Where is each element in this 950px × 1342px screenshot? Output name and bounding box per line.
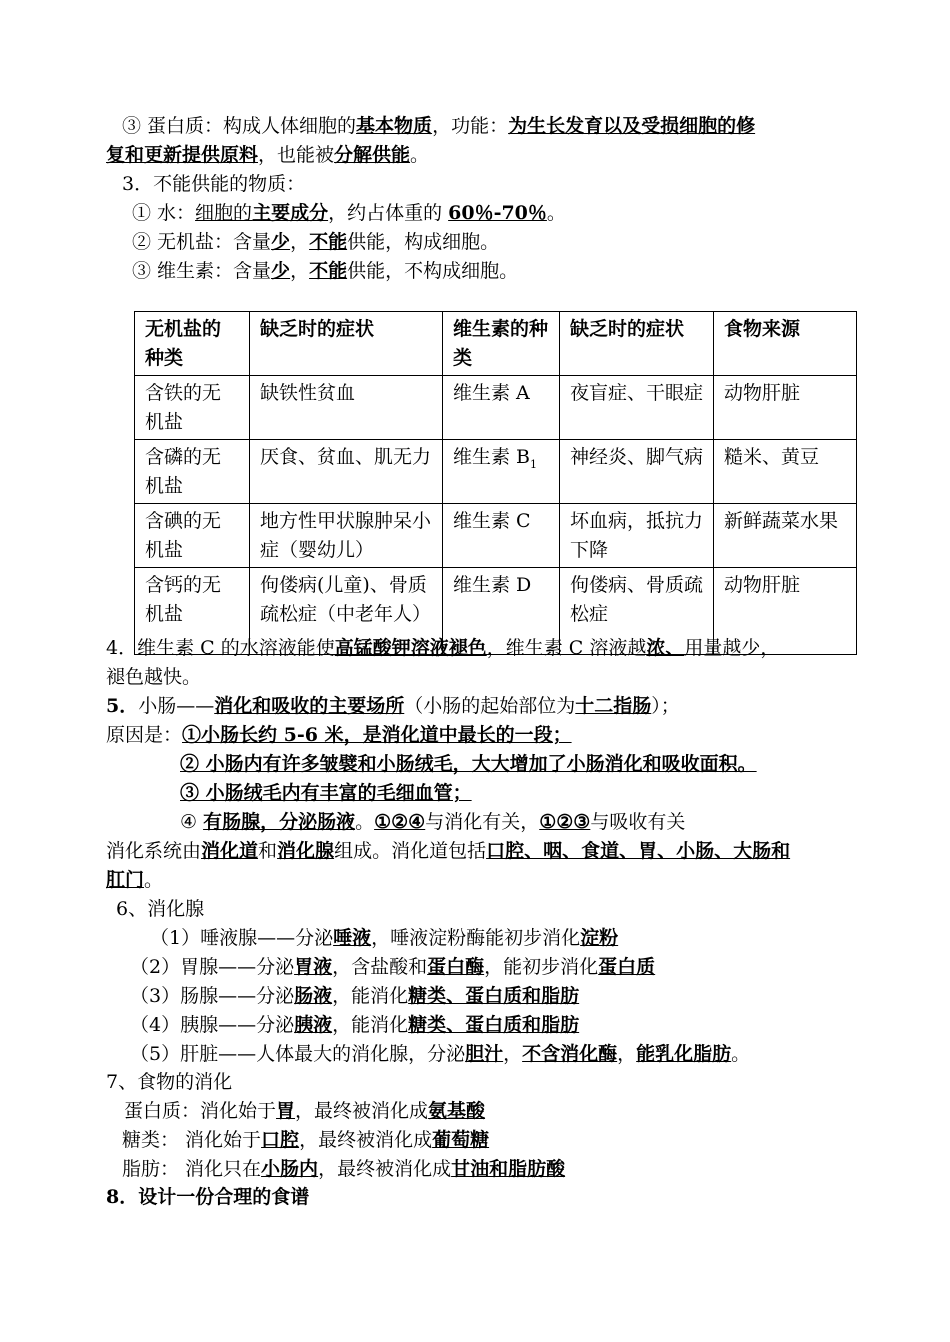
emphasis: 胆汁: [465, 1043, 504, 1065]
emphasis: ①②④: [374, 811, 426, 833]
text: ，能消化: [332, 985, 409, 1007]
emphasis: 为生长发育以及受损细胞的修: [508, 115, 756, 137]
emphasis: 氨基酸: [428, 1100, 486, 1122]
emphasis: ③ 小肠绒毛内有丰富的毛细血管；: [180, 782, 472, 804]
table-cell: 维生素 D: [443, 568, 560, 655]
emphasis: 消化腺: [277, 840, 335, 862]
text: ，含盐酸和: [332, 956, 428, 978]
text: 供能，不构成细胞。: [347, 260, 519, 282]
text: 脂肪： 消化只在: [122, 1158, 262, 1180]
emphasis: ①②③: [539, 811, 591, 833]
text: ）；: [651, 695, 680, 717]
emphasis: 消化和吸收的主要场所: [214, 695, 405, 717]
water-line: [132, 199, 566, 228]
mineral-line: [132, 228, 499, 257]
emphasis: 糖类、蛋白质和脂肪: [408, 985, 580, 1007]
table-cell: 动物肝脏: [714, 376, 857, 440]
emphasis: 胃液: [294, 956, 333, 978]
emphasis: 蛋白酶: [427, 956, 485, 978]
emphasis: 主要成分: [252, 202, 329, 224]
text: 4．维生素 C 的水溶液能使: [106, 637, 335, 659]
text: 组成。消化道包括: [334, 840, 487, 862]
text: 。: [355, 811, 375, 833]
text: ③ 维生素：含量: [132, 260, 272, 282]
table-header-cell: 维生素的种类: [443, 312, 560, 376]
text: ，唾液淀粉酶能初步消化: [371, 927, 581, 949]
text: ，: [290, 260, 310, 282]
emphasis: 不含消化酶: [522, 1043, 618, 1065]
digestive-system-line-1: [106, 837, 790, 866]
emphasis: 葡萄糖: [432, 1129, 490, 1151]
text: 消化系统由: [106, 840, 202, 862]
emphasis: 分解供能: [334, 144, 411, 166]
emphasis: 蛋白质: [598, 956, 656, 978]
text: ② 无机盐：含量: [132, 231, 272, 253]
emphasis: 复和更新提供原料: [106, 144, 259, 166]
text: 。: [410, 144, 430, 166]
table-row: [135, 440, 857, 504]
table-row: [135, 504, 857, 568]
table-cell: 含铁的无机盐: [135, 376, 250, 440]
text: ，也能被: [258, 144, 335, 166]
protein-line-1: [122, 112, 755, 141]
emphasis: 60％-70％: [448, 202, 547, 224]
table-header-row: [135, 312, 857, 376]
reason-line-1: [106, 721, 572, 750]
emphasis: 糖类、蛋白质和脂肪: [408, 1014, 580, 1036]
gland-line-4: [130, 1011, 579, 1040]
text: （5）肝脏——人体最大的消化腺，分泌: [130, 1043, 466, 1065]
section-4-line-1: [106, 634, 779, 663]
emphasis: 基本物质: [356, 115, 433, 137]
text: （小肠的起始部位为: [404, 695, 576, 717]
text: 。: [546, 202, 566, 224]
text: ，功能：: [432, 115, 509, 137]
emphasis: 唾液: [333, 927, 372, 949]
table-cell: 新鲜蔬菜水果: [714, 504, 857, 568]
text: ，约占体重的: [328, 202, 449, 224]
table-header-cell: 缺乏时的症状: [560, 312, 714, 376]
emphasis: ② 小肠内有许多皱襞和小肠绒毛，大大增加了小肠消化和吸收面积。: [180, 753, 757, 775]
table-cell: [443, 440, 560, 504]
emphasis: 口腔、咽、食道、胃、小肠、大肠和: [486, 840, 791, 862]
text: 与消化有关，: [425, 811, 540, 833]
table-cell: 坏血病，抵抗力下降: [560, 504, 714, 568]
text: ，最终被消化成: [299, 1129, 433, 1151]
section-5-title: [106, 692, 680, 721]
digestion-carb-line: [122, 1126, 489, 1155]
table-cell: 神经炎、脚气病: [560, 440, 714, 504]
text: ，: [290, 231, 310, 253]
digestive-system-line-2: [106, 866, 163, 895]
gland-line-1: [150, 924, 618, 953]
table-cell: 缺铁性贫血: [250, 376, 443, 440]
section-number: 5．: [106, 695, 139, 717]
gland-line-5: [130, 1040, 750, 1069]
table-cell: 地方性甲状腺肿呆小症（婴幼儿）: [250, 504, 443, 568]
text: 。: [731, 1043, 751, 1065]
text: ，最终被消化成: [318, 1158, 452, 1180]
reason-line-2: [180, 750, 757, 779]
emphasis: 十二指肠: [575, 695, 652, 717]
text: ，能初步消化: [484, 956, 599, 978]
vitamin-b-label: 维生素 B: [453, 446, 531, 468]
table-cell: 夜盲症、干眼症: [560, 376, 714, 440]
table-header-cell: 食物来源: [714, 312, 857, 376]
text: 小肠——: [138, 695, 215, 717]
table-row: [135, 376, 857, 440]
text: 和: [258, 840, 278, 862]
emphasis: 消化道: [201, 840, 259, 862]
emphasis: 肠液: [294, 985, 333, 1007]
protein-line-2: [106, 141, 429, 170]
text: 原因是：: [106, 724, 183, 746]
emphasis: 胰液: [294, 1014, 333, 1036]
table-cell: 含磷的无机盐: [135, 440, 250, 504]
text: ③ 蛋白质：构成人体细胞的: [122, 115, 357, 137]
emphasis: 淀粉: [580, 927, 619, 949]
table-cell: 含钙的无机盐: [135, 568, 250, 655]
emphasis: 小肠内: [261, 1158, 319, 1180]
emphasis: 细胞的: [195, 202, 253, 224]
text: 蛋白质：消化始于: [124, 1100, 277, 1122]
reason-line-3: [180, 779, 472, 808]
emphasis: 浓、: [646, 637, 685, 659]
emphasis: 少: [271, 231, 291, 253]
emphasis: 甘油和脂肪酸: [451, 1158, 566, 1180]
table-cell: 维生素 A: [443, 376, 560, 440]
text: （3）肠腺——分泌: [130, 985, 295, 1007]
section-8-title: 8．设计一份合理的食谱: [106, 1186, 310, 1208]
digestion-fat-line: [122, 1155, 565, 1184]
section-3-title: 3．不能供能的物质：: [122, 173, 306, 195]
text: （1）唾液腺——分泌: [150, 927, 334, 949]
text: 。: [144, 869, 164, 891]
text: 供能，构成细胞。: [347, 231, 500, 253]
emphasis: 肛门: [106, 869, 145, 891]
emphasis: ①小肠长约 5-6 米，是消化道中最长的一段；: [182, 724, 572, 746]
table-header-cell: 无机盐的种类: [135, 312, 250, 376]
table-cell: 佝偻病(儿童)、骨质疏松症（中老年人）: [250, 568, 443, 655]
text: ，维生素 C 溶液越: [486, 637, 647, 659]
emphasis: 能乳化脂肪: [636, 1043, 732, 1065]
gland-line-3: [130, 982, 579, 1011]
text: 用量越少，: [684, 637, 780, 659]
text: ① 水：: [132, 202, 196, 224]
mineral-vitamin-table: [134, 311, 857, 655]
emphasis: 不能: [309, 260, 348, 282]
table-cell: 动物肝脏: [714, 568, 857, 655]
subscript: 1: [530, 457, 538, 471]
section-6-title: 6、消化腺: [116, 898, 205, 920]
text: ，能消化: [332, 1014, 409, 1036]
table-header-cell: 缺乏时的症状: [250, 312, 443, 376]
text: 与吸收有关: [590, 811, 686, 833]
emphasis: 少: [271, 260, 291, 282]
emphasis: 胃: [276, 1100, 296, 1122]
text: ，: [503, 1043, 523, 1065]
emphasis: 口腔: [261, 1129, 300, 1151]
section-7-title: 7、食物的消化: [106, 1071, 233, 1093]
table-cell: 含碘的无机盐: [135, 504, 250, 568]
digestion-protein-line: [124, 1097, 485, 1126]
text: ④: [180, 811, 204, 833]
text: （2）胃腺——分泌: [130, 956, 295, 978]
emphasis: 有肠腺，分泌肠液: [203, 811, 356, 833]
table-cell: 维生素 C: [443, 504, 560, 568]
table-cell: 厌食、贫血、肌无力: [250, 440, 443, 504]
vitamin-line: [132, 257, 518, 286]
emphasis: 不能: [309, 231, 348, 253]
reason-line-4: [180, 808, 685, 837]
table-cell: 糙米、黄豆: [714, 440, 857, 504]
table-cell: 佝偻病、骨质疏松症: [560, 568, 714, 655]
text: ，: [617, 1043, 637, 1065]
text: ，最终被消化成: [295, 1100, 429, 1122]
emphasis: 高锰酸钾溶液褪色: [334, 637, 487, 659]
section-4-line-2: 褪色越快。: [106, 666, 202, 688]
gland-line-2: [130, 953, 655, 982]
text: （4）胰腺——分泌: [130, 1014, 295, 1036]
text: 糖类： 消化始于: [122, 1129, 262, 1151]
